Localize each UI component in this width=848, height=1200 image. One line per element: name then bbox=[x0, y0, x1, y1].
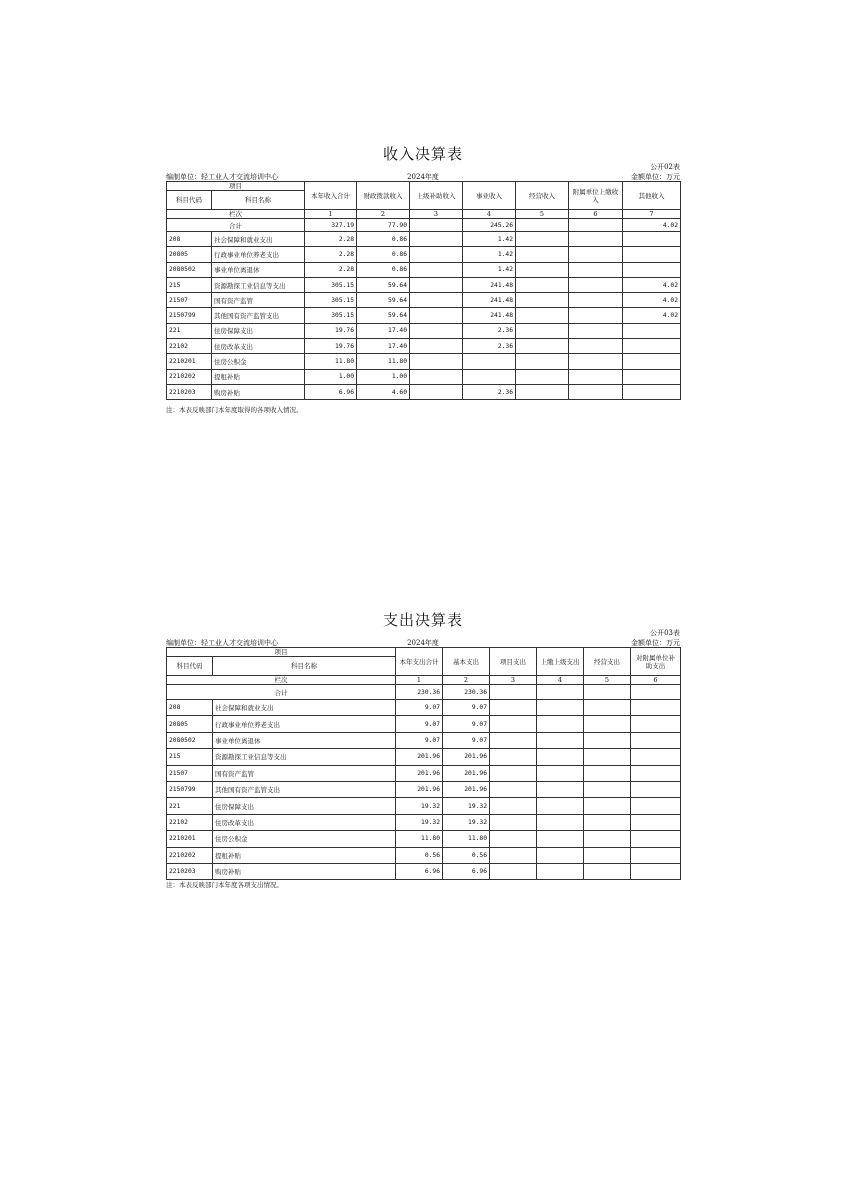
income-header-col-2: 财政拨款收入 bbox=[357, 182, 410, 210]
table-row bbox=[167, 749, 681, 765]
amount-cell bbox=[516, 277, 569, 292]
income-total-label: 合计 bbox=[167, 219, 305, 232]
income-total-6 bbox=[569, 219, 623, 232]
amount-cell: 9.07 bbox=[396, 700, 443, 716]
table-row bbox=[167, 814, 681, 830]
income-money-unit: 金额单位：万元 bbox=[631, 173, 680, 181]
amount-cell bbox=[537, 814, 584, 830]
amount-cell bbox=[623, 339, 681, 354]
amount-cell bbox=[569, 384, 623, 399]
subject-code-cell: 2080502 bbox=[167, 732, 213, 748]
amount-cell bbox=[623, 384, 681, 399]
income-title: 收入决算表 bbox=[382, 145, 463, 163]
income-index-7: 7 bbox=[623, 210, 681, 219]
expense-total-5 bbox=[584, 685, 631, 700]
amount-cell bbox=[623, 232, 681, 247]
income-note: 注：本表反映部门本年度取得的各项收入情况。 bbox=[166, 406, 303, 414]
amount-cell bbox=[631, 847, 681, 863]
amount-cell bbox=[584, 847, 631, 863]
amount-cell: 2.28 bbox=[305, 262, 357, 277]
subject-name-cell: 住房保障支出 bbox=[212, 323, 305, 338]
amount-cell bbox=[584, 863, 631, 879]
expense-total-row bbox=[167, 685, 681, 700]
income-index-5: 5 bbox=[516, 210, 569, 219]
table-row bbox=[167, 293, 681, 308]
amount-cell bbox=[516, 247, 569, 262]
amount-cell: 0.56 bbox=[443, 847, 490, 863]
amount-cell bbox=[584, 700, 631, 716]
amount-cell: 11.80 bbox=[357, 354, 410, 369]
income-year: 2024年度 bbox=[407, 173, 439, 181]
amount-cell bbox=[631, 814, 681, 830]
subject-name-cell: 其他国有资产监管支出 bbox=[212, 308, 305, 323]
amount-cell bbox=[410, 354, 463, 369]
subject-name-cell: 住房改革支出 bbox=[213, 814, 396, 830]
table-row bbox=[167, 262, 681, 277]
income-index-6: 6 bbox=[569, 210, 623, 219]
amount-cell bbox=[537, 749, 584, 765]
subject-name-cell: 购房补贴 bbox=[212, 384, 305, 399]
amount-cell: 241.48 bbox=[463, 277, 516, 292]
amount-cell: 201.96 bbox=[396, 765, 443, 781]
amount-cell: 0.86 bbox=[357, 247, 410, 262]
income-header-col-6: 附属单位上缴收入 bbox=[569, 182, 623, 210]
amount-cell bbox=[584, 732, 631, 748]
income-total-7: 4.02 bbox=[623, 219, 681, 232]
amount-cell bbox=[631, 765, 681, 781]
amount-cell: 241.48 bbox=[463, 293, 516, 308]
amount-cell bbox=[631, 700, 681, 716]
amount-cell bbox=[537, 781, 584, 797]
amount-cell: 19.32 bbox=[443, 798, 490, 814]
amount-cell bbox=[516, 323, 569, 338]
expense-total-2: 230.36 bbox=[443, 685, 490, 700]
subject-name-cell: 国有资产监管 bbox=[212, 293, 305, 308]
amount-cell: 2.36 bbox=[463, 323, 516, 338]
amount-cell bbox=[490, 781, 537, 797]
expense-index-5: 5 bbox=[584, 676, 631, 685]
subject-name-cell: 提租补贴 bbox=[213, 847, 396, 863]
amount-cell bbox=[410, 308, 463, 323]
amount-cell bbox=[516, 232, 569, 247]
amount-cell bbox=[410, 384, 463, 399]
amount-cell: 201.96 bbox=[443, 749, 490, 765]
subject-code-cell: 221 bbox=[167, 323, 212, 338]
expense-header-code: 科目代码 bbox=[167, 657, 213, 676]
table-row bbox=[167, 781, 681, 797]
income-header-item: 项目 bbox=[167, 182, 305, 191]
table-row bbox=[167, 247, 681, 262]
amount-cell bbox=[584, 831, 631, 847]
table-row bbox=[167, 277, 681, 292]
amount-cell bbox=[490, 863, 537, 879]
income-total-row bbox=[167, 219, 681, 232]
amount-cell bbox=[584, 781, 631, 797]
amount-cell bbox=[584, 716, 631, 732]
subject-code-cell: 208 bbox=[167, 232, 212, 247]
amount-cell bbox=[537, 732, 584, 748]
subject-name-cell: 住房公积金 bbox=[212, 354, 305, 369]
amount-cell: 0.86 bbox=[357, 232, 410, 247]
expense-index-label: 栏次 bbox=[167, 676, 396, 685]
expense-header-col-5: 经营支出 bbox=[584, 648, 631, 676]
amount-cell bbox=[410, 293, 463, 308]
income-index-label: 栏次 bbox=[167, 210, 305, 219]
expense-index-6: 6 bbox=[631, 676, 681, 685]
amount-cell: 59.64 bbox=[357, 308, 410, 323]
expense-total-label: 合计 bbox=[167, 685, 396, 700]
amount-cell bbox=[537, 863, 584, 879]
amount-cell: 305.15 bbox=[305, 293, 357, 308]
subject-name-cell: 住房改革支出 bbox=[212, 339, 305, 354]
amount-cell: 19.32 bbox=[396, 798, 443, 814]
income-header-col-3: 上级补助收入 bbox=[410, 182, 463, 210]
amount-cell: 241.48 bbox=[463, 308, 516, 323]
amount-cell: 4.02 bbox=[623, 293, 681, 308]
amount-cell bbox=[584, 765, 631, 781]
amount-cell bbox=[490, 765, 537, 781]
expense-header-col-1: 本年支出合计 bbox=[396, 648, 443, 676]
table-row bbox=[167, 308, 681, 323]
subject-code-cell: 22102 bbox=[167, 339, 212, 354]
subject-code-cell: 22102 bbox=[167, 814, 213, 830]
amount-cell bbox=[631, 798, 681, 814]
amount-cell bbox=[623, 369, 681, 384]
amount-cell bbox=[516, 369, 569, 384]
amount-cell bbox=[623, 247, 681, 262]
income-org-unit: 编制单位：轻工业人才交流培训中心 bbox=[166, 173, 278, 181]
subject-code-cell: 21507 bbox=[167, 293, 212, 308]
amount-cell: 1.42 bbox=[463, 262, 516, 277]
subject-name-cell: 资源勘探工业信息等支出 bbox=[213, 749, 396, 765]
subject-code-cell: 215 bbox=[167, 749, 213, 765]
amount-cell: 201.96 bbox=[443, 765, 490, 781]
income-index-4: 4 bbox=[463, 210, 516, 219]
expense-index-4: 4 bbox=[537, 676, 584, 685]
subject-name-cell: 社会保障和就业支出 bbox=[212, 232, 305, 247]
income-header-col-1: 本年收入合计 bbox=[305, 182, 357, 210]
income-rows bbox=[167, 232, 681, 400]
amount-cell: 6.96 bbox=[305, 384, 357, 399]
expense-header-col-2: 基本支出 bbox=[443, 648, 490, 676]
expense-total-4 bbox=[537, 685, 584, 700]
expense-header-col-3: 项目支出 bbox=[490, 648, 537, 676]
amount-cell bbox=[410, 262, 463, 277]
amount-cell bbox=[584, 749, 631, 765]
expense-index-3: 3 bbox=[490, 676, 537, 685]
amount-cell: 2.36 bbox=[463, 339, 516, 354]
amount-cell: 19.32 bbox=[443, 814, 490, 830]
table-row bbox=[167, 765, 681, 781]
income-header-col-5: 经营收入 bbox=[516, 182, 569, 210]
amount-cell bbox=[410, 277, 463, 292]
subject-code-cell: 2080502 bbox=[167, 262, 212, 277]
amount-cell bbox=[490, 847, 537, 863]
amount-cell: 6.96 bbox=[396, 863, 443, 879]
expense-org-unit: 编制单位：轻工业人才交流培训中心 bbox=[166, 639, 278, 647]
amount-cell bbox=[537, 716, 584, 732]
table-row bbox=[167, 798, 681, 814]
amount-cell: 1.00 bbox=[357, 369, 410, 384]
amount-cell bbox=[516, 262, 569, 277]
amount-cell: 59.64 bbox=[357, 293, 410, 308]
amount-cell bbox=[463, 369, 516, 384]
subject-code-cell: 215 bbox=[167, 277, 212, 292]
income-total-3 bbox=[410, 219, 463, 232]
subject-name-cell: 购房补贴 bbox=[213, 863, 396, 879]
subject-name-cell: 国有资产监管 bbox=[213, 765, 396, 781]
subject-code-cell: 208 bbox=[167, 700, 213, 716]
table-row bbox=[167, 863, 681, 879]
income-total-1: 327.19 bbox=[305, 219, 357, 232]
amount-cell bbox=[490, 716, 537, 732]
expense-index-2: 2 bbox=[443, 676, 490, 685]
amount-cell: 19.76 bbox=[305, 323, 357, 338]
amount-cell bbox=[410, 339, 463, 354]
amount-cell: 19.76 bbox=[305, 339, 357, 354]
amount-cell bbox=[516, 384, 569, 399]
expense-header-item: 项目 bbox=[167, 648, 396, 657]
amount-cell bbox=[631, 732, 681, 748]
amount-cell bbox=[490, 798, 537, 814]
amount-cell: 2.36 bbox=[463, 384, 516, 399]
amount-cell bbox=[410, 369, 463, 384]
amount-cell: 201.96 bbox=[396, 749, 443, 765]
amount-cell bbox=[569, 323, 623, 338]
amount-cell: 9.07 bbox=[396, 732, 443, 748]
amount-cell bbox=[490, 732, 537, 748]
amount-cell bbox=[410, 323, 463, 338]
subject-code-cell: 20805 bbox=[167, 247, 212, 262]
amount-cell bbox=[490, 700, 537, 716]
table-row bbox=[167, 354, 681, 369]
amount-cell: 9.07 bbox=[443, 732, 490, 748]
income-index-2: 2 bbox=[357, 210, 410, 219]
subject-code-cell: 2210201 bbox=[167, 831, 213, 847]
amount-cell: 9.07 bbox=[396, 716, 443, 732]
expense-rows bbox=[167, 700, 681, 880]
amount-cell: 305.15 bbox=[305, 308, 357, 323]
amount-cell: 17.40 bbox=[357, 323, 410, 338]
amount-cell bbox=[516, 293, 569, 308]
expense-year: 2024年度 bbox=[407, 639, 439, 647]
amount-cell bbox=[631, 781, 681, 797]
amount-cell bbox=[490, 814, 537, 830]
amount-cell: 1.42 bbox=[463, 247, 516, 262]
income-form-code: 公开02表 bbox=[650, 163, 680, 171]
expense-note: 注：本表反映部门本年度各项支出情况。 bbox=[166, 881, 283, 889]
table-row bbox=[167, 369, 681, 384]
subject-name-cell: 住房保障支出 bbox=[213, 798, 396, 814]
income-total-5 bbox=[516, 219, 569, 232]
amount-cell bbox=[490, 831, 537, 847]
subject-name-cell: 资源勘探工业信息等支出 bbox=[212, 277, 305, 292]
amount-cell: 11.80 bbox=[305, 354, 357, 369]
amount-cell bbox=[410, 232, 463, 247]
table-row bbox=[167, 232, 681, 247]
subject-code-cell: 2210202 bbox=[167, 369, 212, 384]
income-index-1: 1 bbox=[305, 210, 357, 219]
expense-header-col-6: 对附属单位补助支出 bbox=[631, 648, 681, 676]
expense-total-1: 230.36 bbox=[396, 685, 443, 700]
amount-cell: 2.28 bbox=[305, 247, 357, 262]
amount-cell bbox=[537, 798, 584, 814]
subject-name-cell: 行政事业单位养老支出 bbox=[213, 716, 396, 732]
amount-cell bbox=[569, 308, 623, 323]
amount-cell: 1.42 bbox=[463, 232, 516, 247]
amount-cell bbox=[569, 369, 623, 384]
amount-cell bbox=[490, 749, 537, 765]
income-index-3: 3 bbox=[410, 210, 463, 219]
amount-cell: 17.40 bbox=[357, 339, 410, 354]
income-header-code: 科目代码 bbox=[167, 191, 212, 210]
income-total-2: 77.90 bbox=[357, 219, 410, 232]
amount-cell bbox=[569, 339, 623, 354]
table-row bbox=[167, 732, 681, 748]
amount-cell bbox=[631, 716, 681, 732]
amount-cell: 0.56 bbox=[396, 847, 443, 863]
subject-code-cell: 21507 bbox=[167, 765, 213, 781]
amount-cell bbox=[584, 814, 631, 830]
amount-cell bbox=[584, 798, 631, 814]
subject-code-cell: 20805 bbox=[167, 716, 213, 732]
amount-cell: 59.64 bbox=[357, 277, 410, 292]
amount-cell bbox=[569, 262, 623, 277]
subject-name-cell: 行政事业单位养老支出 bbox=[212, 247, 305, 262]
table-row bbox=[167, 847, 681, 863]
amount-cell: 19.32 bbox=[396, 814, 443, 830]
expense-total-6 bbox=[631, 685, 681, 700]
subject-name-cell: 提租补贴 bbox=[212, 369, 305, 384]
amount-cell bbox=[569, 232, 623, 247]
subject-code-cell: 2150799 bbox=[167, 308, 212, 323]
amount-cell: 2.28 bbox=[305, 232, 357, 247]
expense-table bbox=[166, 647, 681, 880]
amount-cell bbox=[623, 262, 681, 277]
expense-index-1: 1 bbox=[396, 676, 443, 685]
amount-cell bbox=[516, 339, 569, 354]
expense-header-col-4: 上缴上级支出 bbox=[537, 648, 584, 676]
subject-name-cell: 其他国有资产监管支出 bbox=[213, 781, 396, 797]
expense-form-code: 公开03表 bbox=[650, 629, 680, 637]
income-header-col-7: 其他收入 bbox=[623, 182, 681, 210]
amount-cell bbox=[569, 354, 623, 369]
table-row bbox=[167, 831, 681, 847]
income-header-col-4: 事业收入 bbox=[463, 182, 516, 210]
subject-code-cell: 2210201 bbox=[167, 354, 212, 369]
amount-cell: 0.86 bbox=[357, 262, 410, 277]
subject-name-cell: 事业单位离退休 bbox=[212, 262, 305, 277]
amount-cell bbox=[463, 354, 516, 369]
table-row bbox=[167, 384, 681, 399]
income-total-4: 245.26 bbox=[463, 219, 516, 232]
table-row bbox=[167, 339, 681, 354]
amount-cell bbox=[537, 847, 584, 863]
amount-cell: 201.96 bbox=[396, 781, 443, 797]
amount-cell: 4.02 bbox=[623, 308, 681, 323]
subject-name-cell: 住房公积金 bbox=[213, 831, 396, 847]
amount-cell bbox=[631, 863, 681, 879]
amount-cell bbox=[569, 277, 623, 292]
amount-cell: 11.80 bbox=[396, 831, 443, 847]
amount-cell: 11.80 bbox=[443, 831, 490, 847]
amount-cell bbox=[410, 247, 463, 262]
subject-code-cell: 2210203 bbox=[167, 384, 212, 399]
subject-name-cell: 事业单位离退休 bbox=[213, 732, 396, 748]
amount-cell bbox=[623, 354, 681, 369]
amount-cell bbox=[569, 247, 623, 262]
expense-total-3 bbox=[490, 685, 537, 700]
amount-cell bbox=[631, 749, 681, 765]
amount-cell: 6.96 bbox=[443, 863, 490, 879]
expense-header-name: 科目名称 bbox=[213, 657, 396, 676]
subject-code-cell: 2210202 bbox=[167, 847, 213, 863]
subject-code-cell: 221 bbox=[167, 798, 213, 814]
expense-title: 支出决算表 bbox=[382, 611, 463, 629]
amount-cell bbox=[623, 323, 681, 338]
amount-cell: 201.96 bbox=[443, 781, 490, 797]
amount-cell bbox=[537, 700, 584, 716]
amount-cell bbox=[537, 831, 584, 847]
table-row bbox=[167, 716, 681, 732]
table-row bbox=[167, 700, 681, 716]
amount-cell: 1.00 bbox=[305, 369, 357, 384]
amount-cell bbox=[569, 293, 623, 308]
amount-cell: 4.02 bbox=[623, 277, 681, 292]
subject-code-cell: 2150799 bbox=[167, 781, 213, 797]
amount-cell: 9.07 bbox=[443, 700, 490, 716]
amount-cell bbox=[516, 308, 569, 323]
amount-cell bbox=[631, 831, 681, 847]
table-row bbox=[167, 323, 681, 338]
subject-name-cell: 社会保障和就业支出 bbox=[213, 700, 396, 716]
subject-code-cell: 2210203 bbox=[167, 863, 213, 879]
amount-cell: 4.60 bbox=[357, 384, 410, 399]
amount-cell bbox=[516, 354, 569, 369]
amount-cell: 9.07 bbox=[443, 716, 490, 732]
amount-cell: 305.15 bbox=[305, 277, 357, 292]
income-table bbox=[166, 181, 681, 400]
income-header-name: 科目名称 bbox=[212, 191, 305, 210]
expense-money-unit: 金额单位：万元 bbox=[631, 639, 680, 647]
amount-cell bbox=[537, 765, 584, 781]
